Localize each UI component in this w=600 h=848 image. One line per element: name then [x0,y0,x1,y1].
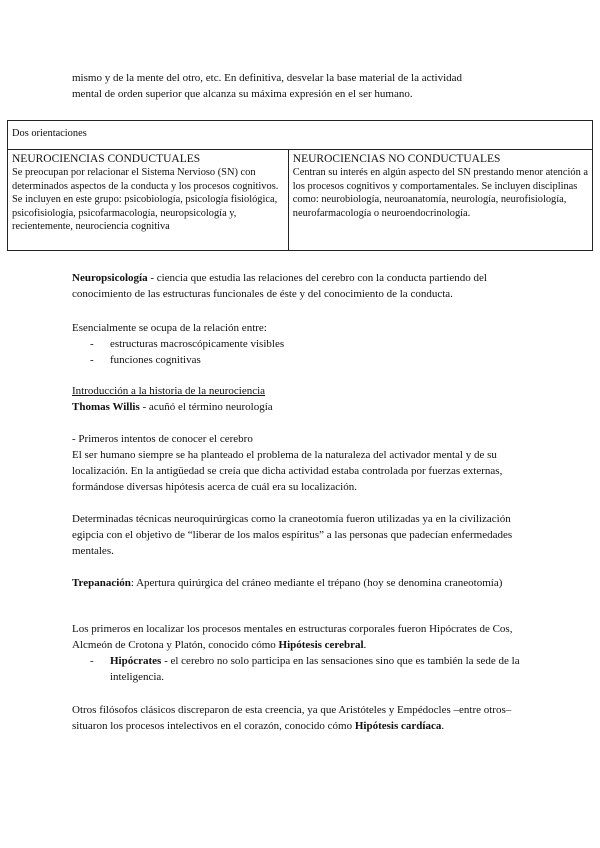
neuropsychology-definition: - ciencia que estudia las relaciones del cerebro con la conducta partiendo del conocimiento de las estructuras funcionales de éste y del conocimiento de la conducta. [72,272,487,300]
first-end: . [363,639,367,651]
techniques-text: Determinadas técnicas neuroquirúrgicas como la craneotomía fueron utilizadas ya en la civilización egipcia con el objetivo de “liberar de los malos espíritus” a las personas que padecían enfermedades mentales. [72,513,513,557]
first-localizers-section [72,621,532,685]
hippocrates-list [72,653,532,685]
cerebral-hypothesis: Hipótesis cerebral [278,639,364,651]
techniques-paragraph [72,511,532,559]
intro-line-2: mental de orden superior que alcanza su máxima expresión en el ser humano. [72,88,413,100]
focus-section [72,320,532,368]
table-cell-conductual [8,150,289,251]
attempts-heading: - Primeros intentos de conocer el cerebro [72,433,253,445]
list-item [72,653,532,685]
others-paragraph [72,702,532,734]
hippocrates-text: - el cerebro no solo participa en las sensaciones sino que es también la sede de la inteligencia. [110,655,520,683]
cardiac-hypothesis: Hipótesis cardíaca [354,720,442,732]
first-text: Los primeros en localizar los procesos mentales en estructuras corporales fueron Hipócrates de Cos, Alcmeón de Crotona y Platón, conocido cómo [72,623,513,651]
attempts-text: El ser humano siempre se ha planteado el problema de la naturaleza del activador mental y de su localización. En la antigüedad se creía que dicha actividad estaba controlada por fuerzas externas, formándose diversas hipótesis acerca de cuál era su localización. [72,449,503,493]
table-cell-no-conductual [288,150,592,251]
list-item: - funciones cognitivas [72,352,532,368]
no-conductual-title: NEUROCIENCIAS NO CONDUCTUALES [292,153,501,165]
orientations-table [7,120,593,251]
intro-paragraph [72,70,532,102]
neuropsychology-term: Neuropsicología [72,272,148,284]
table-header-cell [8,121,593,150]
focus-list [72,336,532,368]
willis-text: - acuñó el término neurología [139,401,273,413]
trepanation-term: Trepanación [72,577,131,589]
no-conductual-body: Centran su interés en algún aspecto del SN prestando menor atención a los procesos cognitivos y comportamentales. Se incluyen disciplinas como: neurobiología, neuroanatomía, neurología, neurofisiología, neurofarmacología o neuroendocrinología. [292,167,588,219]
history-heading: Introducción a la historia de la neurociencia [72,385,266,397]
neuropsychology-paragraph [72,270,532,302]
others-end: . [441,720,445,732]
attempts-section [72,431,532,495]
list-item: - estructuras macroscópicamente visibles [72,336,532,352]
willis-name: Thomas Willis [72,401,140,413]
trepanation-definition: : Apertura quirúrgica del cráneo mediante el trépano (hoy se denomina craneotomía) [130,577,503,589]
conductual-title: NEUROCIENCIAS CONDUCTUALES [12,153,201,165]
focus-intro: Esencialmente se ocupa de la relación entre: [72,322,267,334]
conductual-body: Se preocupan por relacionar el Sistema Nervioso (SN) con determinados aspectos de la conducta y los procesos cognitivos. Se incluyen en este grupo: psicobiología, psicología fisiológica, psicofisiología, psicofarmacología, neuropsicología y, recientemente, neurociencia cognitiva [12,167,279,232]
others-text: Otros filósofos clásicos discreparon de esta creencia, ya que Aristóteles y Empédocles –entre otros– situaron los procesos intelectivos en el corazón, conocido cómo [72,704,512,732]
trepanation-paragraph [72,575,532,591]
hippocrates-name: Hipócrates [110,655,162,667]
history-section [72,383,532,415]
table-header: Dos orientaciones [12,128,87,139]
intro-line-1: mismo y de la mente del otro, etc. En definitiva, desvelar la base material de la actividad [72,72,463,84]
